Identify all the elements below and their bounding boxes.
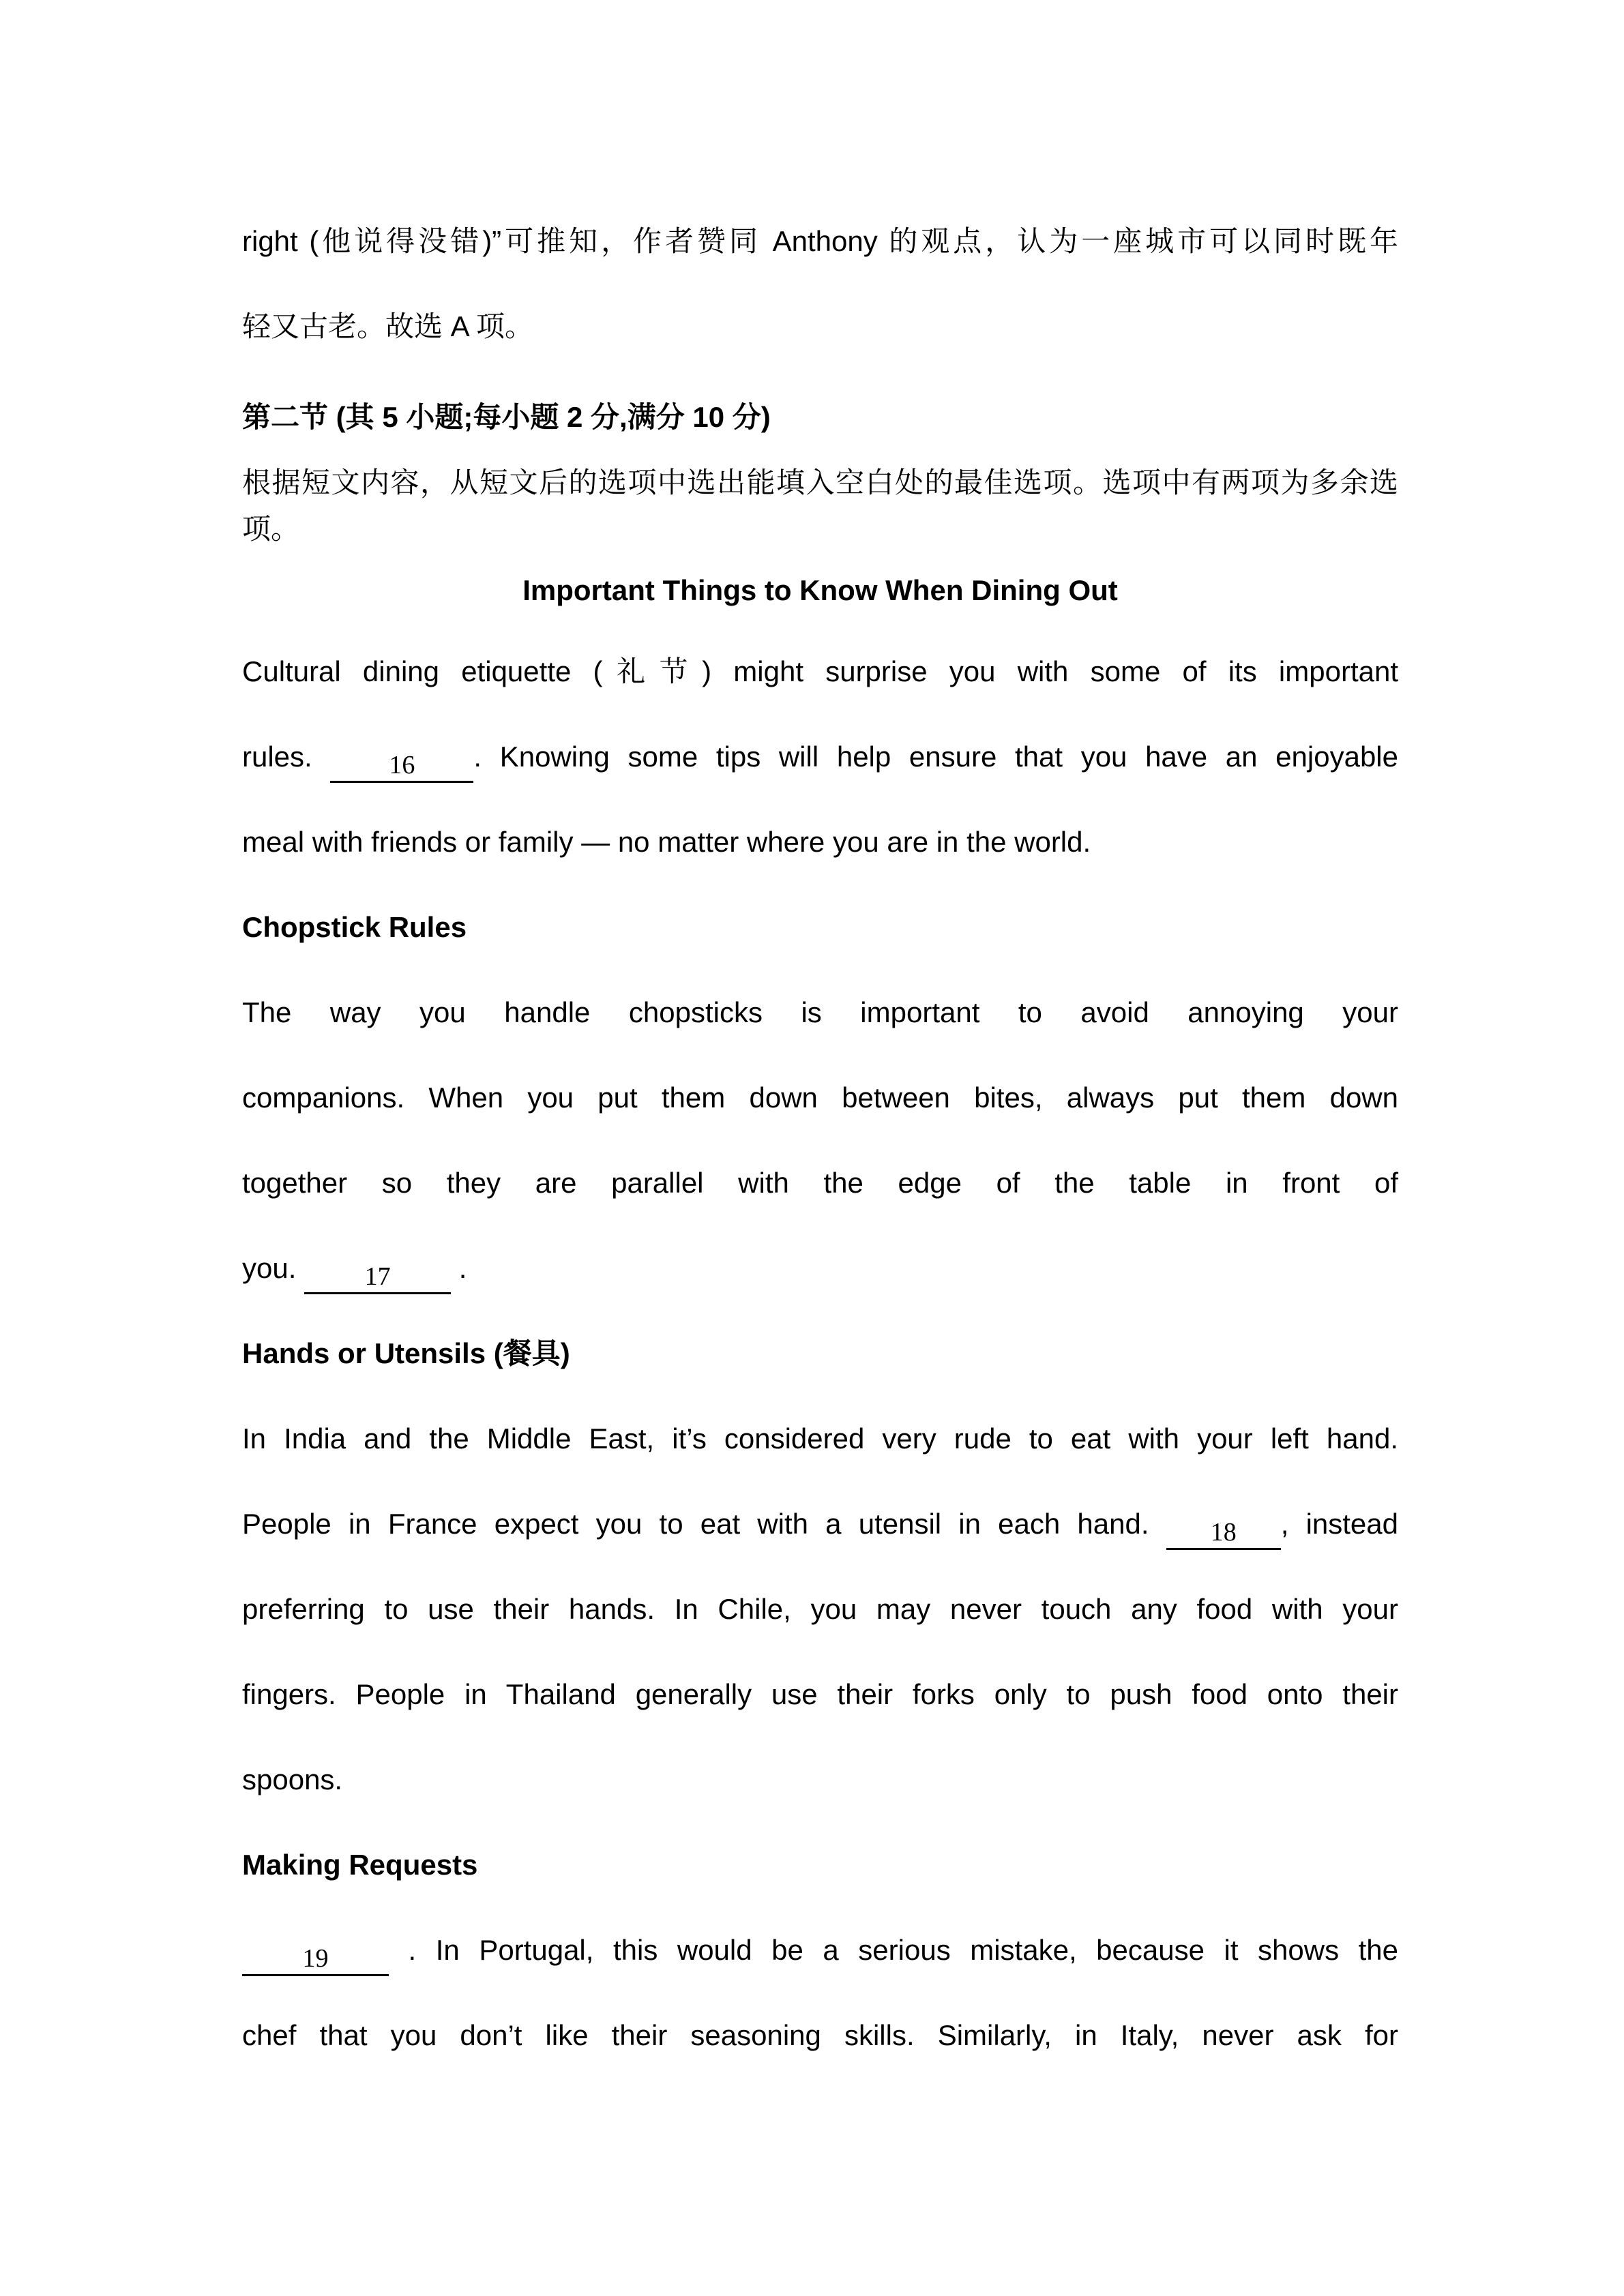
- text-segment: . In Portugal, this would be a serious mistake, because it shows the: [389, 1934, 1398, 1966]
- analysis-line-1: right (他说得没错)”可推知，作者赞同 Anthony 的观点，认为一座城市可以同时既年: [242, 225, 1398, 257]
- text-segment: rules.: [242, 741, 331, 773]
- blank-17: 17: [304, 1261, 451, 1294]
- paragraph-line: [242, 714, 1398, 799]
- paragraph-line: [242, 1225, 1398, 1311]
- paragraph-line: [242, 1481, 1398, 1566]
- heading-hands-or-utensils: Hands or Utensils (餐具): [242, 1337, 570, 1369]
- paragraph-line: meal with friends or family — no matter where you are in the world.: [242, 826, 1091, 858]
- paragraph-line: together so they are parallel with the edge of the table in front of: [242, 1167, 1398, 1199]
- paragraph-line: preferring to use their hands. In Chile, you may never touch any food with your: [242, 1593, 1398, 1625]
- text-segment: , instead: [1280, 1508, 1399, 1540]
- text-segment: .: [451, 1252, 467, 1284]
- instruction-line-1: 根据短文内容，从短文后的选项中选出能填入空白处的最佳选项。选项中有两项为多余选: [242, 466, 1398, 498]
- text-segment: you.: [242, 1252, 305, 1284]
- paragraph-line: [242, 1907, 1398, 1993]
- analysis-line-2: 轻又古老。故选 A 项。: [242, 310, 534, 342]
- blank-16: 16: [330, 749, 473, 783]
- paragraph-line: In India and the Middle East, it’s considered very rude to eat with your left hand.: [242, 1422, 1398, 1455]
- instruction-line-2: 项。: [242, 513, 300, 545]
- blank-19: 19: [242, 1943, 389, 1976]
- passage-title: Important Things to Know When Dining Out: [522, 574, 1118, 606]
- text-segment: . Knowing some tips will help ensure that you have an enjoyable: [473, 741, 1398, 773]
- text-segment: People in France expect you to eat with a utensil in each hand.: [242, 1508, 1166, 1540]
- paragraph-line: companions. When you put them down between bites, always put them down: [242, 1082, 1398, 1114]
- paragraph-line: spoons.: [242, 1763, 343, 1795]
- paragraph-line: The way you handle chopsticks is important to avoid annoying your: [242, 996, 1398, 1028]
- paragraph-line: fingers. People in Thailand generally use their forks only to push food onto their: [242, 1678, 1398, 1710]
- blank-18: 18: [1166, 1517, 1281, 1550]
- heading-making-requests: Making Requests: [242, 1849, 478, 1881]
- section-heading: 第二节 (其 5 小题;每小题 2 分,满分 10 分): [242, 401, 771, 433]
- heading-chopstick-rules: Chopstick Rules: [242, 911, 467, 943]
- paragraph-line: chef that you don’t like their seasoning skills. Similarly, in Italy, never ask for: [242, 2019, 1398, 2051]
- paragraph-line: Cultural dining etiquette (礼节) might surprise you with some of its important: [242, 655, 1398, 687]
